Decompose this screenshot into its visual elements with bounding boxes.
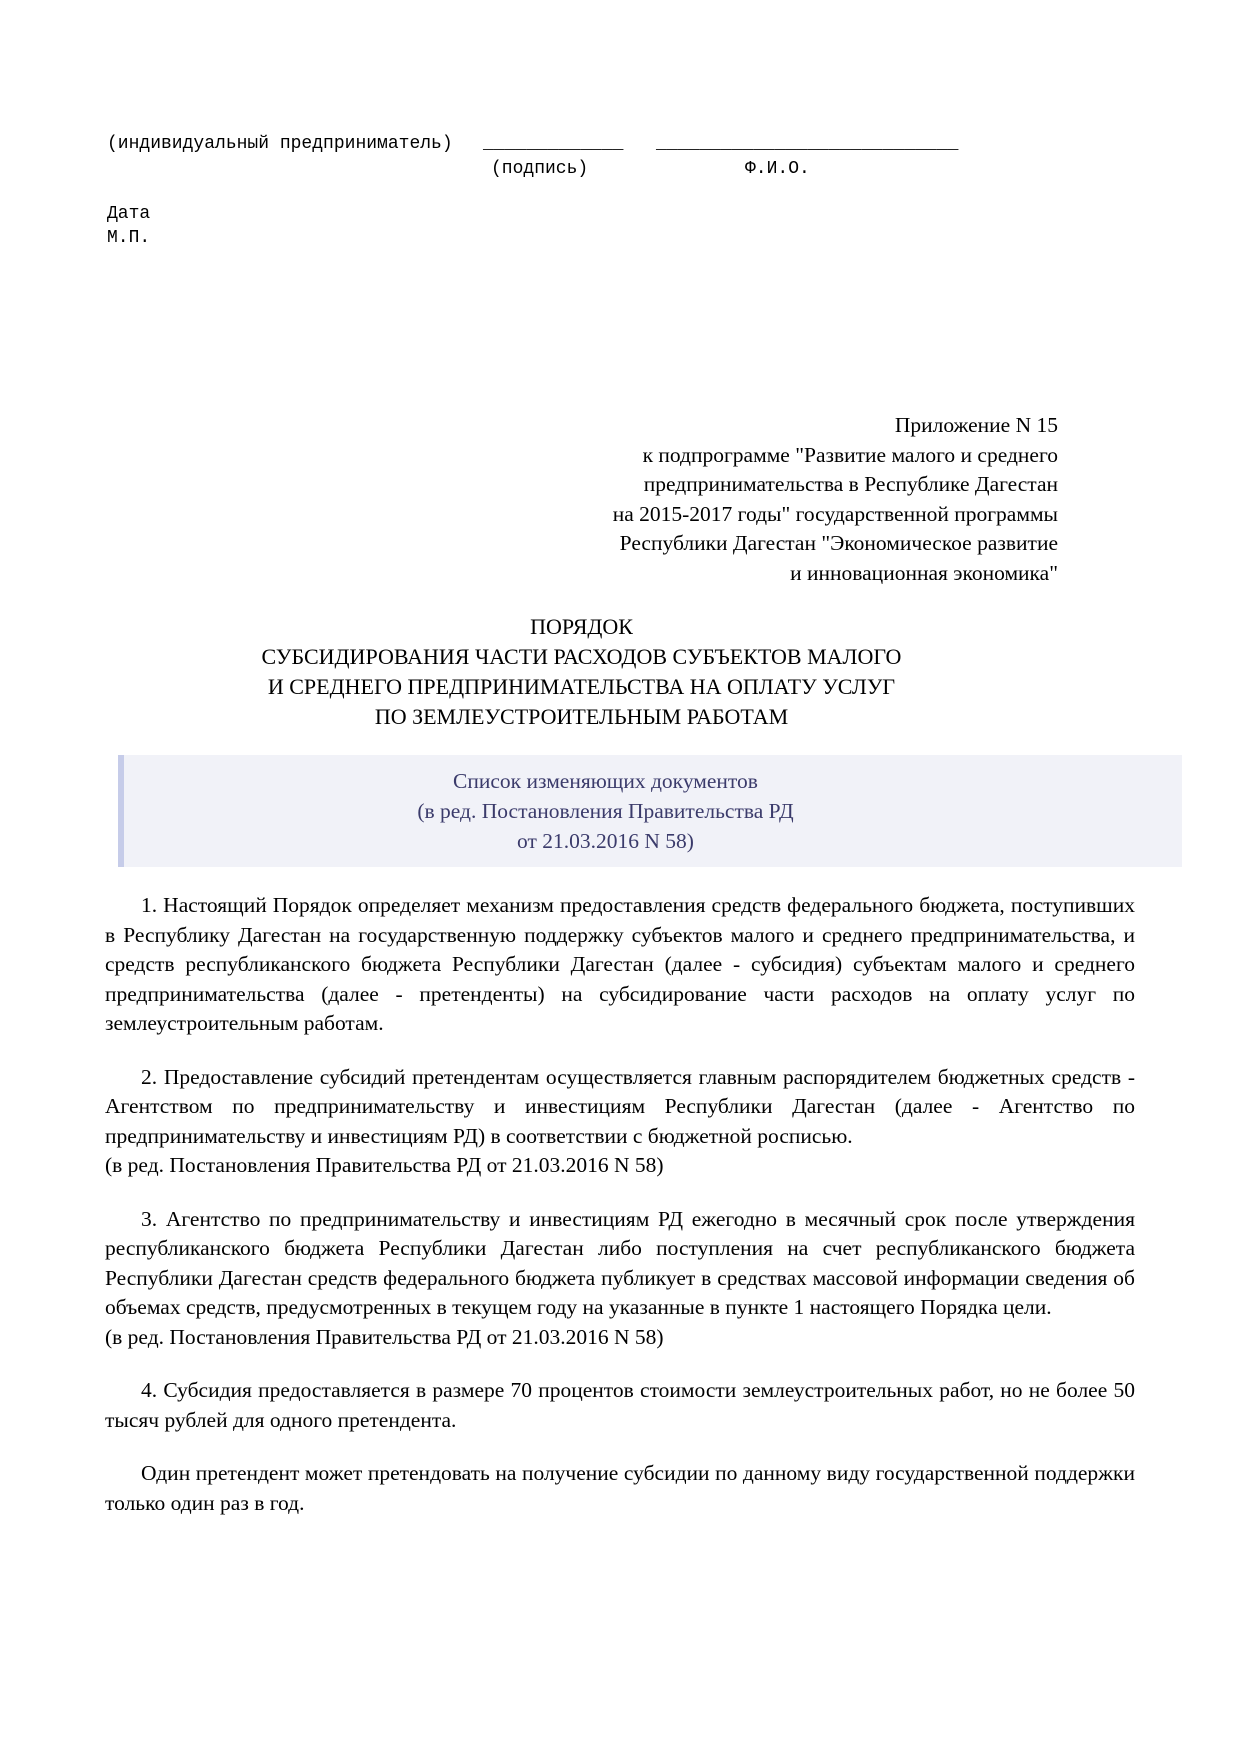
paragraph-2-amendment-note: (в ред. Постановления Правительства РД от 21.03.2016 N 58) xyxy=(105,1153,664,1177)
paragraph-4-text: 4. Субсидия предоставляется в размере 70 процентов стоимости землеустроительных работ, но не более 50 тысяч рублей для одного претендента. xyxy=(105,1378,1135,1432)
amendments-box-line: (в ред. Постановления Правительства РД xyxy=(417,799,794,823)
appendix-line: предпринимательства в Республике Дагестан xyxy=(643,472,1058,496)
document-body xyxy=(105,891,1135,1542)
title-line: И СРЕДНЕГО ПРЕДПРИНИМАТЕЛЬСТВА НА ОПЛАТУ УСЛУГ xyxy=(267,674,896,699)
appendix-header xyxy=(105,411,1058,588)
paragraph-1 xyxy=(105,891,1135,1039)
amendments-box-line: от 21.03.2016 N 58) xyxy=(517,829,694,853)
paragraph-4 xyxy=(105,1376,1135,1435)
paragraph-2-text: 2. Предоставление субсидий претендентам осуществляется главным распорядителем бюджетных средств - Агентством по предпринимательству и инвестициям Республики Дагестан (далее - Агентство по предпринимательству и инвестициям РД) в соответствии с бюджетной росписью. xyxy=(105,1064,1135,1148)
amendments-box xyxy=(118,755,1182,867)
paragraph-1-text: 1. Настоящий Порядок определяет механизм предоставления средств федерального бюджета, поступивших в Республику Дагестан на государственную поддержку субъектов малого и среднего предпринимательства, и средств республиканского бюджета Республики Дагестан (далее - субсидия) субъектам малого и среднего предпринимательства (далее - претенденты) на субсидирование части расходов на оплату услуг по землеустроительным работам. xyxy=(105,893,1135,1035)
title-line: ПО ЗЕМЛЕУСТРОИТЕЛЬНЫМ РАБОТАМ xyxy=(374,704,789,729)
paragraph-5 xyxy=(105,1459,1135,1518)
appendix-line: и инновационная экономика" xyxy=(790,560,1058,585)
amendments-box-line: Список изменяющих документов xyxy=(453,769,758,793)
signature-underline: _____________ xyxy=(483,134,624,154)
date-label: Дата xyxy=(107,204,151,224)
paragraph-3-text: 3. Агентство по предпринимательству и инвестициям РД ежегодно в месячный срок после утверждения республиканского бюджета Республики Дагестан либо поступления на счет республиканского бюджета Республики Дагестан средств федерального бюджета публикует в средствах массовой информации сведения об объемах средств, предусмотренных в текущем году на указанные в пункте 1 настоящего Порядка цели. xyxy=(105,1206,1135,1319)
document-title xyxy=(105,612,1058,732)
paragraph-2 xyxy=(105,1063,1135,1181)
appendix-line: Приложение N 15 xyxy=(894,413,1058,437)
signature-caption: (подпись) xyxy=(491,159,589,179)
appendix-line: Республики Дагестан "Экономическое развитие xyxy=(619,531,1058,555)
paragraph-3-amendment-note: (в ред. Постановления Правительства РД от 21.03.2016 N 58) xyxy=(105,1324,664,1349)
appendix-line: на 2015-2017 годы" государственной программы xyxy=(612,501,1058,526)
name-underline: ____________________________ xyxy=(656,134,959,154)
stamp-label: М.П. xyxy=(107,228,151,248)
entity-label: (индивидуальный предприниматель) xyxy=(107,134,453,154)
paragraph-3 xyxy=(105,1205,1135,1353)
paragraph-5-text: Один претендент может претендовать на получение субсидии по данному виду государственной поддержки только один раз в год. xyxy=(105,1461,1135,1515)
fio-caption: Ф.И.О. xyxy=(745,159,810,179)
signature-block xyxy=(107,132,1107,262)
appendix-line: к подпрограмме "Развитие малого и среднего xyxy=(642,442,1058,467)
title-line: ПОРЯДОК xyxy=(530,614,633,639)
title-line: СУБСИДИРОВАНИЯ ЧАСТИ РАСХОДОВ СУБЪЕКТОВ МАЛОГО xyxy=(261,644,902,669)
